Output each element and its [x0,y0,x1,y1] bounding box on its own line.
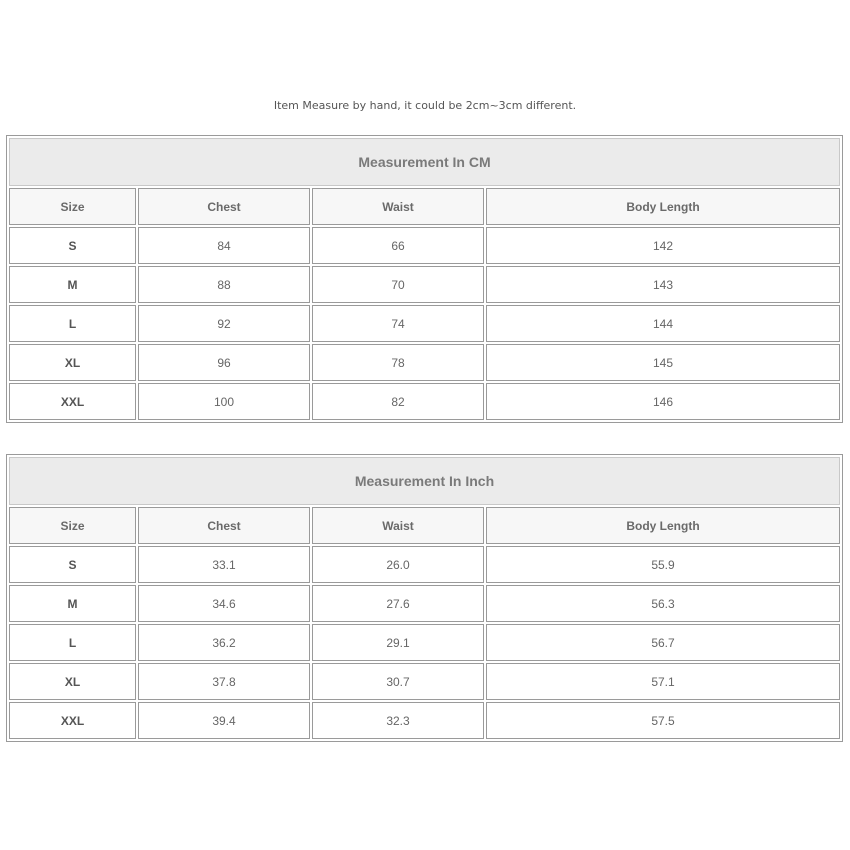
chest-cell: 100 [138,383,310,420]
size-cell: S [9,546,136,583]
table-row [9,663,840,700]
table-row [9,344,840,381]
waist-cell: 74 [312,305,484,342]
waist-cell: 29.1 [312,624,484,661]
body-length-cell: 144 [486,305,840,342]
body-length-cell: 57.5 [486,702,840,739]
chest-cell: 37.8 [138,663,310,700]
size-cell: L [9,305,136,342]
size-cell: S [9,227,136,264]
waist-cell: 78 [312,344,484,381]
column-header-chest: Chest [138,507,310,544]
size-table-inch [6,454,843,742]
size-cell: M [9,585,136,622]
measurement-note: Item Measure by hand, it could be 2cm~3cm different. [273,99,577,112]
chest-cell: 84 [138,227,310,264]
table-title: Measurement In CM [9,138,840,186]
body-length-cell: 56.3 [486,585,840,622]
column-header-waist: Waist [312,507,484,544]
table-row [9,383,840,420]
table-row [9,585,840,622]
body-length-cell: 143 [486,266,840,303]
waist-cell: 32.3 [312,702,484,739]
table-title: Measurement In Inch [9,457,840,505]
chest-cell: 96 [138,344,310,381]
column-header-chest: Chest [138,188,310,225]
waist-cell: 26.0 [312,546,484,583]
size-cell: XL [9,663,136,700]
body-length-cell: 55.9 [486,546,840,583]
column-header-size: Size [9,507,136,544]
column-header-body-length: Body Length [486,188,840,225]
table-row [9,266,840,303]
size-cell: M [9,266,136,303]
chest-cell: 88 [138,266,310,303]
header-row [9,507,840,544]
header-row [9,188,840,225]
waist-cell: 30.7 [312,663,484,700]
column-header-body-length: Body Length [486,507,840,544]
waist-cell: 27.6 [312,585,484,622]
table-row [9,702,840,739]
chest-cell: 92 [138,305,310,342]
body-length-cell: 57.1 [486,663,840,700]
waist-cell: 66 [312,227,484,264]
column-header-waist: Waist [312,188,484,225]
chest-cell: 34.6 [138,585,310,622]
table-row [9,546,840,583]
table-row [9,227,840,264]
chest-cell: 33.1 [138,546,310,583]
table-row [9,624,840,661]
size-table-cm [6,135,843,423]
chest-cell: 36.2 [138,624,310,661]
chest-cell: 39.4 [138,702,310,739]
size-cell: XL [9,344,136,381]
waist-cell: 82 [312,383,484,420]
size-cell: XXL [9,383,136,420]
waist-cell: 70 [312,266,484,303]
body-length-cell: 145 [486,344,840,381]
body-length-cell: 56.7 [486,624,840,661]
table-row [9,305,840,342]
size-cell: L [9,624,136,661]
body-length-cell: 146 [486,383,840,420]
size-cell: XXL [9,702,136,739]
column-header-size: Size [9,188,136,225]
body-length-cell: 142 [486,227,840,264]
